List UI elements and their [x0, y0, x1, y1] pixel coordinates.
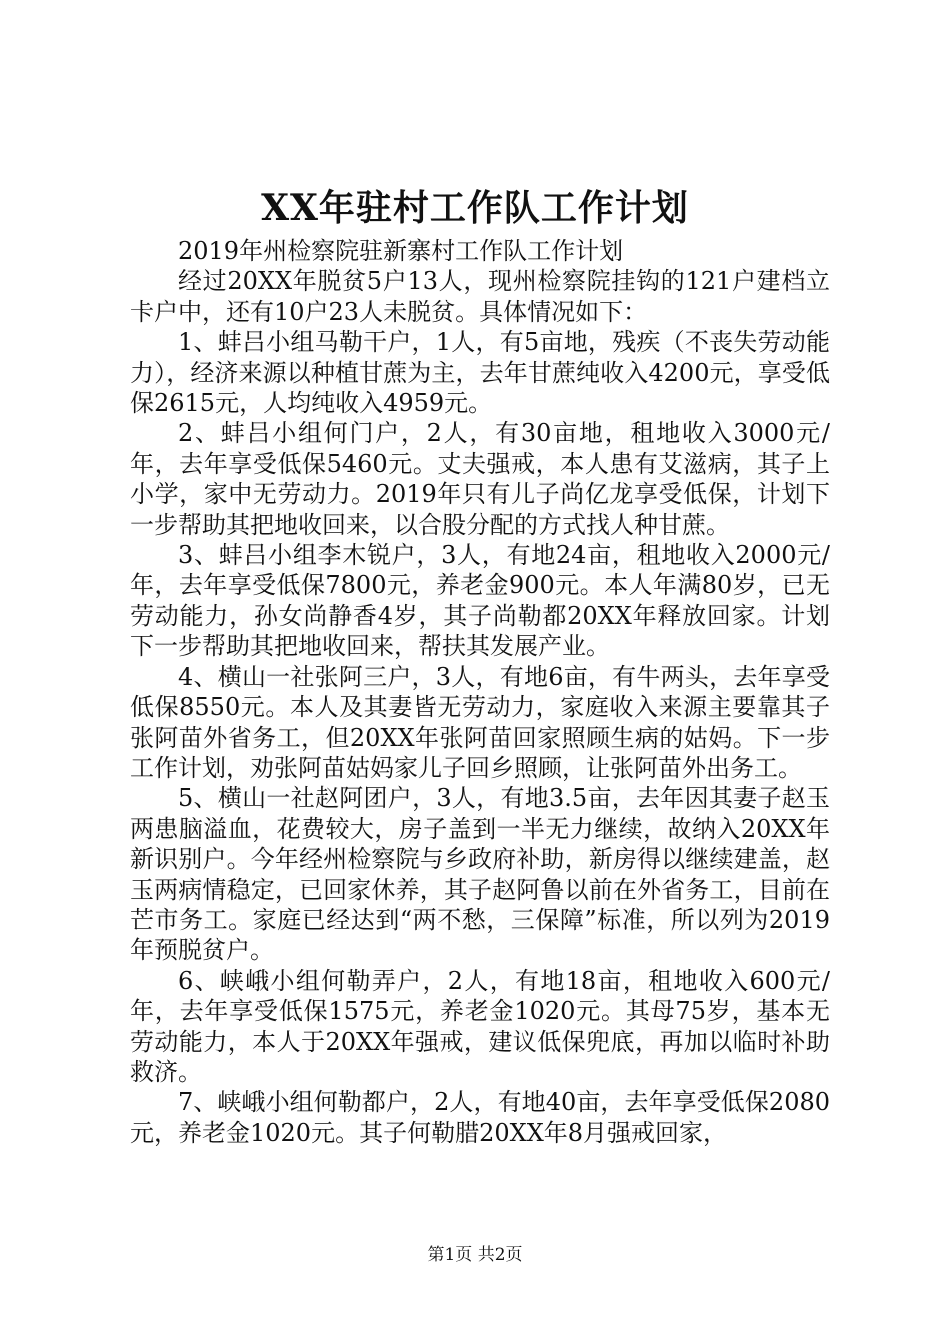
paragraph-item-7: 7、峡峨小组何勒都户，2人，有地40亩，去年享受低保2080元，养老金1020元。其子何勒腊20XX年8月强戒回家， [130, 1088, 830, 1147]
paragraph-item-5: 5、横山一社赵阿团户，3人，有地3.5亩，去年因其妻子赵玉两患脑溢血，花费较大，房子盖到一半无力继续，故纳入20XX年新识别户。今年经州检察院与乡政府补助，新房得以继续建盖，赵玉两病情稳定，已回家休养，其子赵阿鲁以前在外省务工，目前在芒市务工。家庭已经达到“两不愁，三保障”标准，所以列为2019年预脱贫户。 [130, 784, 830, 965]
paragraph-item-1: 1、蚌吕小组马勒干户，1人，有5亩地，残疾（不丧失劳动能力），经济来源以种植甘蔗为主，去年甘蔗纯收入4200元，享受低保2615元，人均纯收入4959元。 [130, 328, 830, 418]
document-title: XX年驻村工作队工作计划 [261, 187, 689, 229]
paragraph-subtitle: 2019年州检察院驻新寨村工作队工作计划 [178, 237, 624, 265]
paragraph-intro: 经过20XX年脱贫5户13人，现州检察院挂钩的121户建档立卡户中，还有10户23人未脱贫。具体情况如下： [130, 267, 830, 326]
paragraph-item-4: 4、横山一社张阿三户，3人，有地6亩，有牛两头，去年享受低保8550元。本人及其妻皆无劳动力，家庭收入来源主要靠其子张阿苗外省务工，但20XX年张阿苗回家照顾生病的姑妈。下一步工作计划，劝张阿苗姑妈家儿子回乡照顾，让张阿苗外出务工。 [130, 662, 830, 782]
paragraph-item-6: 6、峡峨小组何勒弄户，2人，有地18亩，租地收入600元/年，去年享受低保1575元，养老金1020元。其母75岁，基本无劳动能力，本人于20XX年强戒，建议低保兜底，再加以临时补助救济。 [130, 966, 830, 1086]
paragraph-item-3: 3、蚌吕小组李木锐户，3人，有地24亩，租地收入2000元/年，去年享受低保7800元，养老金900元。本人年满80岁，已无劳动能力，孙女尚静香4岁，其子尚勒都20XX年释放回家。计划下一步帮助其把地收回来，帮扶其发展产业。 [130, 541, 830, 661]
document-body [130, 236, 830, 1148]
paragraph-item-2: 2、蚌吕小组何门户，2人，有30亩地，租地收入3000元/年，去年享受低保5460元。丈夫强戒，本人患有艾滋病，其子上小学，家中无劳动力。2019年只有儿子尚亿龙享受低保，计划下一步帮助其把地收回来，以合股分配的方式找人种甘蔗。 [130, 419, 830, 539]
page-footer: 第1页 共2页 [427, 1245, 523, 1265]
